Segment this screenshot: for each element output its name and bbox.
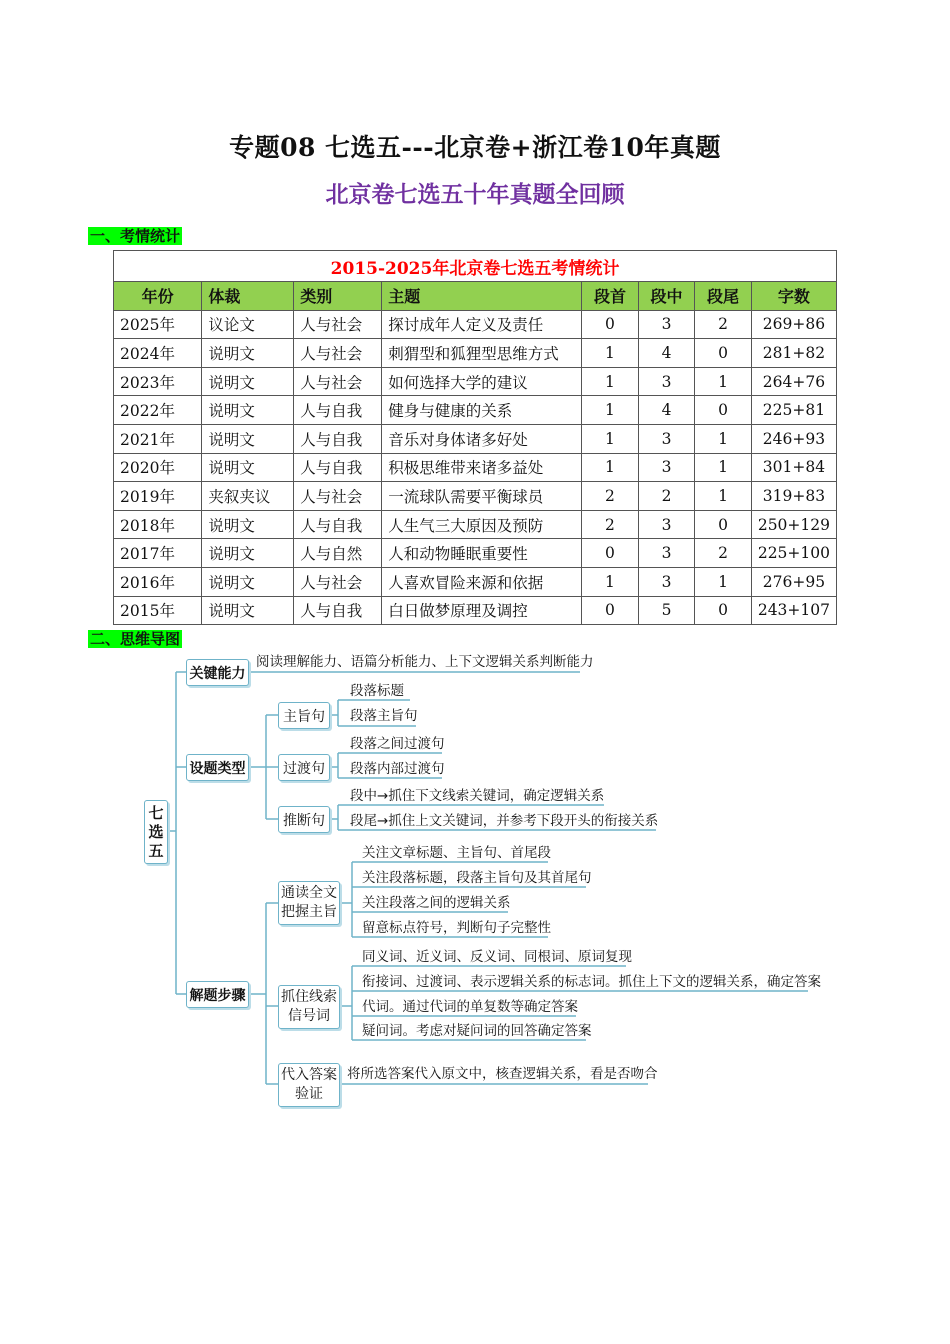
table-cell: 281+82 bbox=[751, 339, 836, 368]
leaf-item: 段落内部过渡句 bbox=[350, 761, 445, 777]
table-cell: 刺猬型和狐狸型思维方式 bbox=[382, 339, 582, 368]
table-cell: 3 bbox=[638, 510, 695, 539]
node-line: 信号词 bbox=[288, 1008, 330, 1024]
table-cell: 2023年 bbox=[114, 367, 202, 396]
table-cell: 2 bbox=[638, 482, 695, 511]
table-cell: 说明文 bbox=[202, 453, 294, 482]
table-cell: 4 bbox=[638, 396, 695, 425]
table-cell: 2 bbox=[582, 510, 639, 539]
leaf-item: 疑问词。考虑对疑问词的回答确定答案 bbox=[362, 1023, 592, 1039]
table-cell: 说明文 bbox=[202, 539, 294, 568]
leaf-item: 关注段落之间的逻辑关系 bbox=[362, 895, 511, 911]
node-clue-words bbox=[278, 985, 340, 1029]
leaf-item: 衔接词、过渡词、表示逻辑关系的标志词。抓住上下文的逻辑关系，确定答案 bbox=[362, 974, 821, 990]
header-topic: 主题 bbox=[382, 282, 582, 311]
table-cell: 276+95 bbox=[751, 567, 836, 596]
node-inference: 推断句 bbox=[278, 806, 330, 833]
table-cell: 音乐对身体诸多好处 bbox=[382, 424, 582, 453]
root-char: 选 bbox=[148, 822, 164, 841]
table-cell: 人与自我 bbox=[294, 596, 382, 625]
node-line: 把握主旨 bbox=[281, 904, 337, 920]
table-cell: 1 bbox=[582, 567, 639, 596]
table-cell: 301+84 bbox=[751, 453, 836, 482]
table-cell: 1 bbox=[582, 339, 639, 368]
table-cell: 225+81 bbox=[751, 396, 836, 425]
table-cell: 健身与健康的关系 bbox=[382, 396, 582, 425]
node-verify bbox=[278, 1063, 340, 1107]
table-cell: 议论文 bbox=[202, 310, 294, 339]
leaf-item: 段尾→抓住上文关键词，并参考下段开头的衔接关系 bbox=[350, 813, 659, 829]
header-year: 年份 bbox=[114, 282, 202, 311]
table-cell: 人与自我 bbox=[294, 453, 382, 482]
table-cell: 1 bbox=[695, 567, 752, 596]
leaf-item: 同义词、近义词、反义词、同根词、原词复现 bbox=[362, 949, 632, 965]
table-cell: 人喜欢冒险来源和依据 bbox=[382, 567, 582, 596]
mindmap-root bbox=[144, 800, 168, 864]
table-cell: 2022年 bbox=[114, 396, 202, 425]
page-subtitle: 北京卷七选五十年真题全回顾 bbox=[325, 181, 625, 208]
table-cell: 3 bbox=[638, 424, 695, 453]
table-cell: 夹叙夹议 bbox=[202, 482, 294, 511]
table-cell: 人与社会 bbox=[294, 367, 382, 396]
table-cell: 2021年 bbox=[114, 424, 202, 453]
table-cell: 探讨成年人定义及责任 bbox=[382, 310, 582, 339]
table-cell: 2 bbox=[582, 482, 639, 511]
table-cell: 2015年 bbox=[114, 596, 202, 625]
table-cell: 1 bbox=[695, 482, 752, 511]
table-cell: 1 bbox=[695, 453, 752, 482]
table-cell: 4 bbox=[638, 339, 695, 368]
leaf-item: 段中→抓住下文线索关键词，确定逻辑关系 bbox=[350, 788, 605, 804]
table-cell: 白日做梦原理及调控 bbox=[382, 596, 582, 625]
table-cell: 1 bbox=[582, 396, 639, 425]
root-char: 七 bbox=[148, 803, 164, 822]
table-cell: 人与社会 bbox=[294, 482, 382, 511]
table-cell: 319+83 bbox=[751, 482, 836, 511]
table-cell: 250+129 bbox=[751, 510, 836, 539]
table-cell: 说明文 bbox=[202, 510, 294, 539]
table-cell: 3 bbox=[638, 367, 695, 396]
table-cell: 1 bbox=[695, 367, 752, 396]
table-cell: 2025年 bbox=[114, 310, 202, 339]
table-cell: 积极思维带来诸多益处 bbox=[382, 453, 582, 482]
table-cell: 0 bbox=[695, 510, 752, 539]
table-cell: 246+93 bbox=[751, 424, 836, 453]
table-cell: 2 bbox=[695, 310, 752, 339]
table-cell: 3 bbox=[638, 567, 695, 596]
header-para-end: 段尾 bbox=[695, 282, 752, 311]
leaf-verify: 将所选答案代入原文中，核查逻辑关系，看是否吻合 bbox=[347, 1066, 658, 1082]
leaf-item: 留意标点符号，判断句子完整性 bbox=[362, 920, 551, 936]
table-cell: 0 bbox=[582, 596, 639, 625]
table-cell: 225+100 bbox=[751, 539, 836, 568]
table-cell: 2 bbox=[695, 539, 752, 568]
table-cell: 0 bbox=[695, 596, 752, 625]
table-cell: 一流球队需要平衡球员 bbox=[382, 482, 582, 511]
leaf-item: 关注文章标题、主旨句、首尾段 bbox=[362, 845, 551, 861]
table-cell: 1 bbox=[582, 367, 639, 396]
node-line: 代入答案 bbox=[281, 1067, 337, 1083]
table-cell: 2019年 bbox=[114, 482, 202, 511]
header-para-mid: 段中 bbox=[638, 282, 695, 311]
leaf-item: 段落标题 bbox=[350, 683, 404, 699]
table-cell: 人与社会 bbox=[294, 339, 382, 368]
table-cell: 人与自我 bbox=[294, 396, 382, 425]
node-read-through bbox=[278, 881, 340, 925]
header-word-count: 字数 bbox=[751, 282, 836, 311]
leaf-item: 代词。通过代词的单复数等确定答案 bbox=[362, 999, 578, 1015]
table-cell: 3 bbox=[638, 539, 695, 568]
leaf-item: 关注段落标题，段落主旨句及其首尾句 bbox=[362, 870, 592, 886]
table-cell: 人与社会 bbox=[294, 567, 382, 596]
table-cell: 人与社会 bbox=[294, 310, 382, 339]
node-steps: 解题步骤 bbox=[186, 981, 249, 1008]
table-cell: 264+76 bbox=[751, 367, 836, 396]
table-cell: 人生气三大原因及预防 bbox=[382, 510, 582, 539]
node-key-ability: 关键能力 bbox=[186, 659, 249, 686]
leaf-item: 段落之间过渡句 bbox=[350, 736, 445, 752]
table-cell: 2024年 bbox=[114, 339, 202, 368]
section-heading-stats: 一、考情统计 bbox=[90, 227, 181, 245]
table-cell: 0 bbox=[695, 339, 752, 368]
header-para-start: 段首 bbox=[582, 282, 639, 311]
table-cell: 269+86 bbox=[751, 310, 836, 339]
node-question-types: 设题类型 bbox=[186, 754, 249, 781]
table-cell: 1 bbox=[582, 453, 639, 482]
leaf-key-ability: 阅读理解能力、语篇分析能力、上下文逻辑关系判断能力 bbox=[256, 654, 594, 670]
root-char: 五 bbox=[148, 841, 164, 860]
table-cell: 243+107 bbox=[751, 596, 836, 625]
header-genre: 体裁 bbox=[202, 282, 294, 311]
table-cell: 人与自我 bbox=[294, 510, 382, 539]
node-main-sentence: 主旨句 bbox=[278, 702, 330, 729]
table-cell: 0 bbox=[695, 396, 752, 425]
table-cell: 说明文 bbox=[202, 424, 294, 453]
table-cell: 1 bbox=[695, 424, 752, 453]
table-cell: 说明文 bbox=[202, 396, 294, 425]
page-title: 专题08 七选五---北京卷+浙江卷10年真题 bbox=[229, 133, 721, 162]
table-cell: 说明文 bbox=[202, 367, 294, 396]
table-cell: 说明文 bbox=[202, 339, 294, 368]
node-line: 抓住线索 bbox=[281, 989, 337, 1005]
node-transition: 过渡句 bbox=[278, 754, 330, 781]
table-cell: 3 bbox=[638, 310, 695, 339]
table-caption: 2015-2025年北京卷七选五考情统计 bbox=[114, 251, 837, 282]
table-cell: 5 bbox=[638, 596, 695, 625]
leaf-item: 段落主旨句 bbox=[350, 708, 418, 724]
table-cell: 人与自然 bbox=[294, 539, 382, 568]
table-cell: 0 bbox=[582, 539, 639, 568]
table-cell: 2017年 bbox=[114, 539, 202, 568]
section-heading-mindmap: 二、思维导图 bbox=[90, 630, 181, 648]
table-cell: 2020年 bbox=[114, 453, 202, 482]
table-cell: 1 bbox=[582, 424, 639, 453]
table-cell: 人和动物睡眠重要性 bbox=[382, 539, 582, 568]
table-cell: 2016年 bbox=[114, 567, 202, 596]
node-line: 通读全文 bbox=[281, 885, 337, 901]
node-line: 验证 bbox=[295, 1086, 323, 1102]
table-cell: 人与自我 bbox=[294, 424, 382, 453]
table-cell: 说明文 bbox=[202, 567, 294, 596]
table-cell: 3 bbox=[638, 453, 695, 482]
table-cell: 说明文 bbox=[202, 596, 294, 625]
table-cell: 如何选择大学的建议 bbox=[382, 367, 582, 396]
header-category: 类别 bbox=[294, 282, 382, 311]
table-cell: 0 bbox=[582, 310, 639, 339]
table-cell: 2018年 bbox=[114, 510, 202, 539]
